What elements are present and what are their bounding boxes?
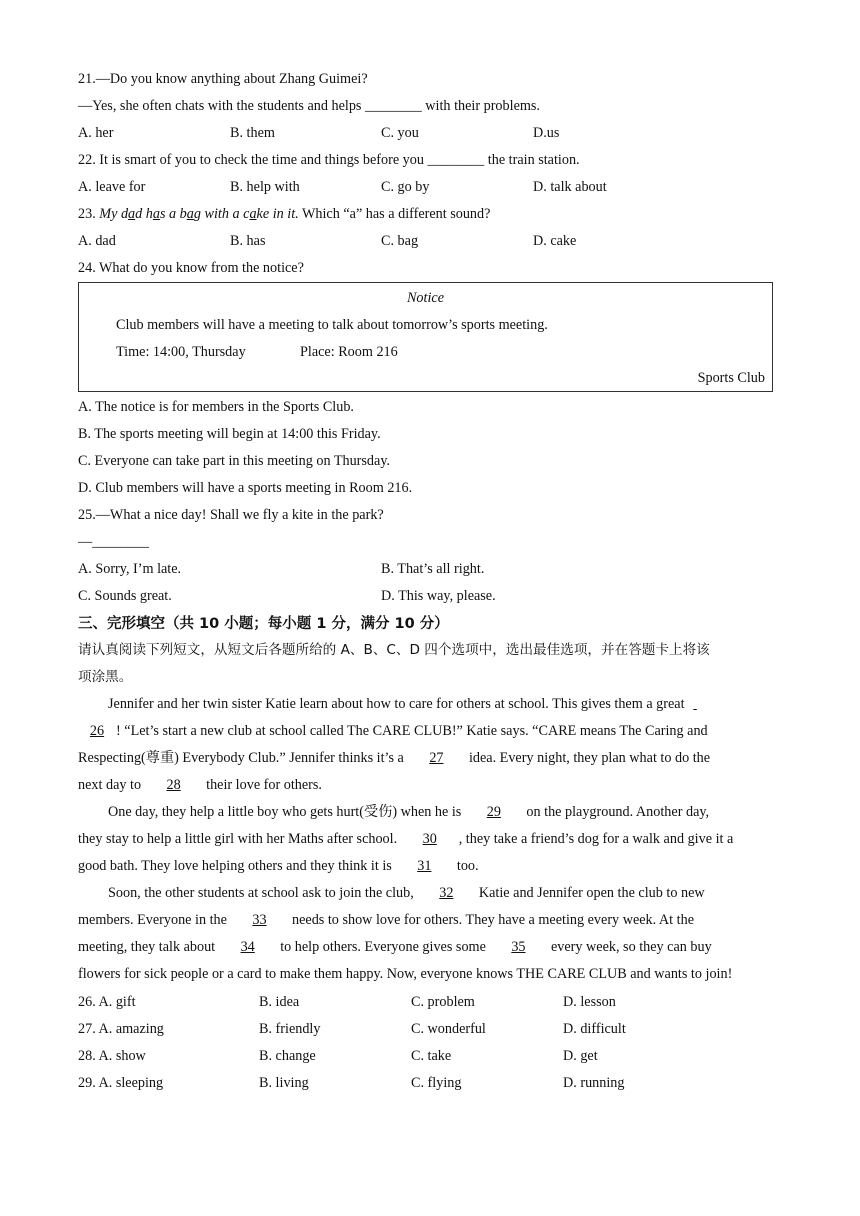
- q25-option-c: C. Sounds great.: [78, 588, 172, 604]
- passage-line: 26 ! “Let’s start a new club at school called The CARE CLUB!” Katie says. “CARE means The Caring and: [78, 722, 708, 740]
- q25-option-a: A. Sorry, I’m late.: [78, 561, 182, 577]
- q22-option-c: C. go by: [381, 179, 430, 195]
- choice-28-c: C. take: [411, 1048, 452, 1064]
- section-instructions-2: 项涂黑。: [78, 669, 133, 685]
- choice-29-a: 29. A. sleeping: [78, 1075, 164, 1091]
- passage-line: good bath. They love helping others and they think it is 31 too.: [78, 858, 479, 874]
- passage-line: One day, they help a little boy who gets hurt(受伤) when he is 29 on the playground. Another day,: [108, 804, 710, 820]
- blank-26: 26: [89, 723, 105, 739]
- q25-option-d: D. This way, please.: [381, 588, 496, 604]
- blank-33: 33: [252, 912, 267, 928]
- blank-31: 31: [417, 858, 432, 874]
- q24-option-c: C. Everyone can take part in this meeting on Thursday.: [78, 453, 391, 469]
- q25-stem: 25.—What a nice day! Shall we fly a kite in the park?: [78, 507, 384, 523]
- choice-29-b: B. living: [259, 1075, 309, 1091]
- passage-line: Soon, the other students at school ask to join the club, 32 Katie and Jennifer open the club to new: [108, 885, 705, 901]
- q25-reply: —________: [78, 534, 149, 550]
- q23-option-d: D. cake: [533, 233, 577, 249]
- choice-28-a: 28. A. show: [78, 1048, 146, 1064]
- choice-29-d: D. running: [563, 1075, 625, 1091]
- choice-27-a: 27. A. amazing: [78, 1021, 164, 1037]
- q23-option-b: B. has: [230, 233, 266, 249]
- q24-stem: 24. What do you know from the notice?: [78, 260, 304, 276]
- q24-option-b: B. The sports meeting will begin at 14:00 this Friday.: [78, 426, 381, 442]
- q21-option-a: A. her: [78, 125, 114, 141]
- q21-option-d: D.us: [533, 125, 560, 141]
- q21-stem: 21.—Do you know anything about Zhang Guimei?: [78, 71, 368, 87]
- passage-line: meeting, they talk about 34 to help others. Everyone gives some 35 every week, so they can buy: [78, 939, 712, 955]
- q22-option-a: A. leave for: [78, 179, 146, 195]
- notice-time: Time: 14:00, Thursday: [116, 344, 246, 360]
- blank-27: 27: [429, 750, 444, 766]
- q24-option-d: D. Club members will have a sports meeting in Room 216.: [78, 480, 413, 496]
- choice-27-c: C. wonderful: [411, 1021, 486, 1037]
- choice-27-d: D. difficult: [563, 1021, 626, 1037]
- q23-option-c: C. bag: [381, 233, 419, 249]
- passage-line: flowers for sick people or a card to make them happy. Now, everyone knows THE CARE CLUB and wants to join!: [78, 966, 733, 982]
- q23-sentence: My dad has a bag with a cake in it.: [99, 206, 299, 222]
- q22-stem: 22. It is smart of you to check the time and things before you ________ the train station.: [78, 152, 580, 168]
- passage-line: Jennifer and her twin sister Katie learn about how to care for others at school. This gives them a great: [108, 696, 685, 712]
- section-heading: 三、完形填空（共 10 小题；每小题 1 分，满分 10 分）: [78, 616, 449, 632]
- q23-num: 23.: [78, 206, 96, 222]
- blank-35: 35: [511, 939, 526, 955]
- blank-34: 34: [240, 939, 255, 955]
- choice-26-b: B. idea: [259, 994, 300, 1010]
- q23-option-a: A. dad: [78, 233, 116, 249]
- q24-option-a: A. The notice is for members in the Sports Club.: [78, 399, 354, 415]
- passage-line: members. Everyone in the 33 needs to show love for others. They have a meeting every week. At the: [78, 912, 695, 928]
- section-instructions-1: 请认真阅读下列短文，从短文后各题所给的 A、B、C、D 四个选项中，选出最佳选项，并在答题卡上将该: [78, 642, 710, 658]
- q25-option-b: B. That’s all right.: [381, 561, 485, 577]
- notice-box: [78, 282, 773, 392]
- passage-line: next day to 28 their love for others.: [78, 777, 322, 793]
- choice-27-b: B. friendly: [259, 1021, 321, 1037]
- q21-reply: —Yes, she often chats with the students and helps ________ with their problems.: [78, 98, 540, 114]
- choice-29-c: C. flying: [411, 1075, 462, 1091]
- passage-line: they stay to help a little girl with her Maths after school. 30 , they take a friend’s dog for a walk and give it a: [78, 831, 734, 847]
- choice-28-d: D. get: [563, 1048, 598, 1064]
- notice-signature: Sports Club: [697, 370, 765, 386]
- notice-place: Place: Room 216: [300, 344, 398, 360]
- q23-stem: [78, 205, 490, 223]
- blank-28: 28: [166, 777, 181, 793]
- choice-26-d: D. lesson: [563, 994, 616, 1010]
- q22-option-b: B. help with: [230, 179, 300, 195]
- blank-29: 29: [486, 804, 501, 820]
- q22-option-d: D. talk about: [533, 179, 607, 195]
- choice-26-a: 26. A. gift: [78, 994, 136, 1010]
- notice-title: Notice: [406, 290, 445, 306]
- q21-option-b: B. them: [230, 125, 275, 141]
- blank-30: 30: [422, 831, 437, 847]
- notice-body: Club members will have a meeting to talk about tomorrow’s sports meeting.: [116, 317, 548, 333]
- q21-option-c: C. you: [381, 125, 419, 141]
- q23-question: Which “a” has a different sound?: [298, 206, 491, 222]
- choice-28-b: B. change: [259, 1048, 316, 1064]
- passage-line: Respecting(尊重) Everybody Club.” Jennifer thinks it’s a 27 idea. Every night, they plan what to do the: [78, 750, 711, 766]
- choice-26-c: C. problem: [411, 994, 475, 1010]
- blank-32: 32: [439, 885, 454, 901]
